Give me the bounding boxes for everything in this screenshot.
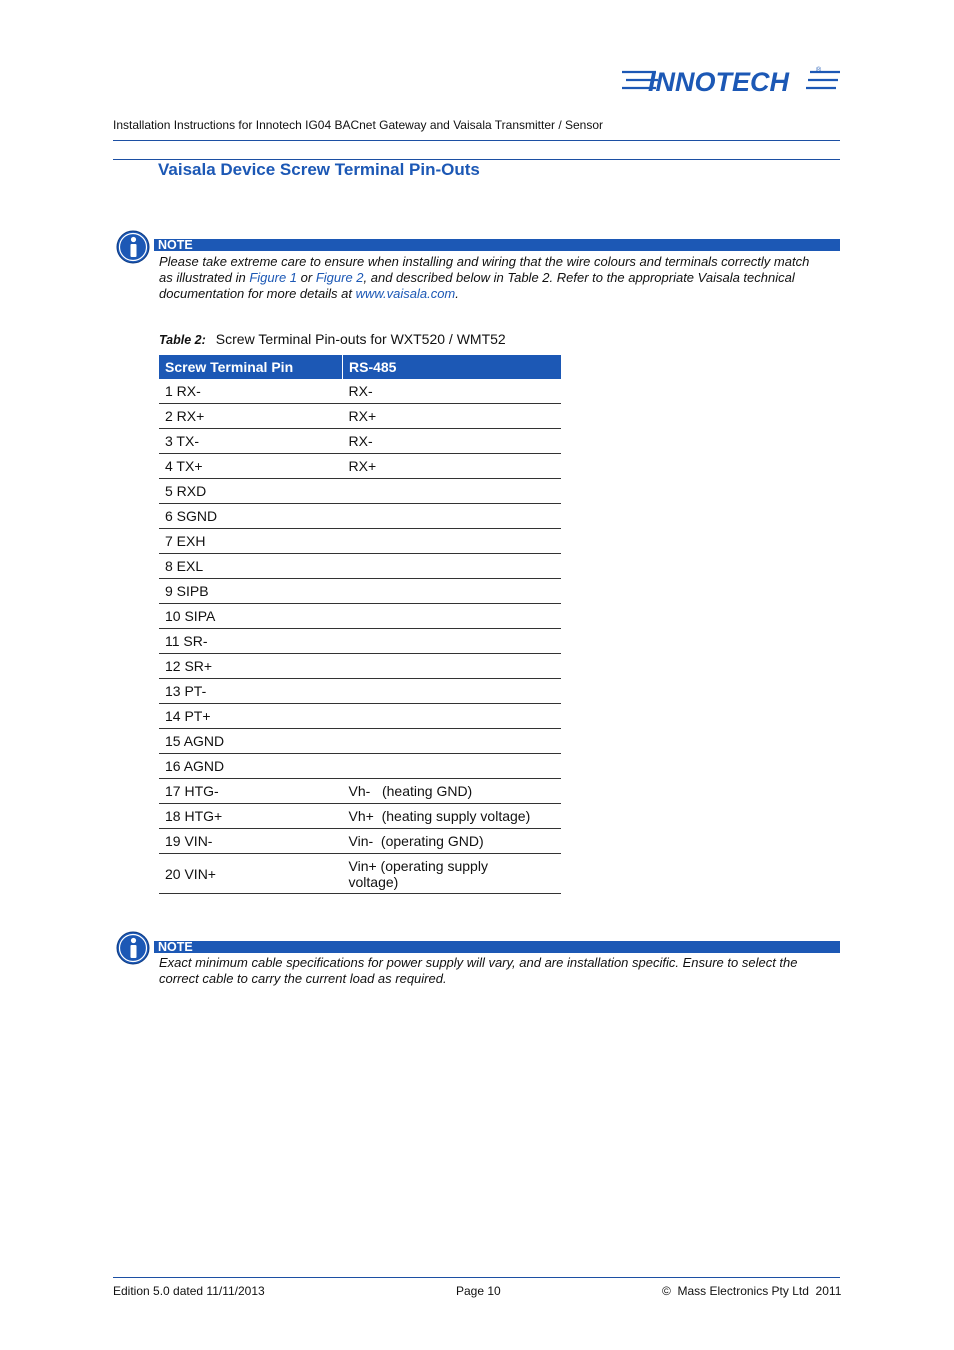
table-row (159, 654, 561, 679)
note-text: Exact minimum cable specifications for power supply will vary, and are installation specific. Ensure to select the correct cable to carry the current load as required. (159, 955, 798, 986)
table-row (159, 804, 561, 829)
rs485-cell (343, 704, 562, 729)
table-row (159, 554, 561, 579)
footer-page-number: Page 10 (456, 1284, 501, 1298)
table-header-row (159, 355, 561, 379)
document-title: Installation Instructions for Innotech IG04 BACnet Gateway and Vaisala Transmitter / Sensor (113, 118, 604, 132)
footer-rule (113, 1277, 840, 1278)
logo-registered-mark: ® (816, 67, 822, 74)
pin-cell: 14 PT+ (159, 704, 343, 729)
section-title: Vaisala Device Screw Terminal Pin-Outs (158, 160, 480, 179)
rs485-cell (343, 504, 562, 529)
pin-cell: 15 AGND (159, 729, 343, 754)
table-row (159, 529, 561, 554)
rs485-cell: Vin+ (operating supply voltage) (343, 854, 562, 894)
pin-cell: 8 EXL (159, 554, 343, 579)
pin-cell: 19 VIN- (159, 829, 343, 854)
pin-cell: 13 PT- (159, 679, 343, 704)
rs485-cell: RX- (343, 379, 562, 404)
figure-2-link[interactable]: Figure 2 (315, 270, 364, 285)
pin-cell: 6 SGND (159, 504, 343, 529)
rs485-cell (343, 629, 562, 654)
rs485-cell: Vh- (heating GND) (343, 779, 562, 804)
header-rule (113, 140, 840, 141)
rs485-cell (343, 754, 562, 779)
rs485-cell (343, 579, 562, 604)
rs485-cell (343, 604, 562, 629)
rs485-cell: RX+ (343, 404, 562, 429)
table-caption (159, 331, 506, 347)
header-rs485: RS-485 (343, 355, 562, 379)
table-row (159, 829, 561, 854)
table-row (159, 504, 561, 529)
table-row (159, 429, 561, 454)
rs485-cell (343, 554, 562, 579)
note-bar (154, 941, 840, 953)
table-row (159, 379, 561, 404)
pin-cell: 2 RX+ (159, 404, 343, 429)
pin-cell: 7 EXH (159, 529, 343, 554)
pin-cell: 4 TX+ (159, 454, 343, 479)
pin-cell: 12 SR+ (159, 654, 343, 679)
table-row (159, 579, 561, 604)
table-row (159, 629, 561, 654)
rs485-cell: Vin- (operating GND) (343, 829, 562, 854)
rs485-cell: RX+ (343, 454, 562, 479)
rs485-cell: RX- (343, 429, 562, 454)
vaisala-website-link[interactable]: www.vaisala.com (355, 286, 456, 301)
rs485-cell (343, 679, 562, 704)
pin-cell: 16 AGND (159, 754, 343, 779)
rs485-cell: Vh+ (heating supply voltage) (343, 804, 562, 829)
table-row (159, 854, 561, 894)
pinout-table (159, 355, 561, 894)
pin-cell: 20 VIN+ (159, 854, 343, 894)
info-icon (116, 931, 150, 965)
table-row (159, 729, 561, 754)
table-row (159, 479, 561, 504)
footer-edition: Edition 5.0 dated 11/11/2013 (113, 1284, 265, 1298)
figure-1-link[interactable]: Figure 1 (249, 270, 298, 285)
header-screw-terminal-pin: Screw Terminal Pin (159, 355, 343, 379)
table-caption-label: Table 2: (159, 333, 206, 347)
rs485-cell (343, 479, 562, 504)
pin-cell: 3 TX- (159, 429, 343, 454)
rs485-cell (343, 729, 562, 754)
table-row (159, 604, 561, 629)
logo-text: INNOTECH (648, 67, 789, 97)
table-row (159, 454, 561, 479)
note-bar (154, 239, 840, 251)
table-caption-text: Screw Terminal Pin-outs for WXT520 / WMT52 (215, 331, 506, 347)
table-row (159, 679, 561, 704)
info-icon (116, 230, 150, 264)
pin-cell: 1 RX- (159, 379, 343, 404)
note-label: NOTE (158, 238, 193, 252)
note-text: Please take extreme care to ensure when installing and wiring that the wire colours and terminals correctly match as illustrated in Figure 1 or Figure 2, and described below in Table 2. Refer to the appropriate Vaisala technical documentation for more details at www.vaisala.com. (159, 254, 810, 301)
pin-cell: 10 SIPA (159, 604, 343, 629)
table-row (159, 404, 561, 429)
footer-copyright: © Mass Electronics Pty Ltd 2011 (662, 1284, 842, 1298)
rs485-cell (343, 654, 562, 679)
pin-cell: 11 SR- (159, 629, 343, 654)
pin-cell: 5 RXD (159, 479, 343, 504)
note-label: NOTE (158, 940, 193, 954)
table-row (159, 754, 561, 779)
pin-cell: 18 HTG+ (159, 804, 343, 829)
table-row (159, 779, 561, 804)
pin-cell: 17 HTG- (159, 779, 343, 804)
innotech-logo (620, 62, 842, 98)
pin-cell: 9 SIPB (159, 579, 343, 604)
table-row (159, 704, 561, 729)
rs485-cell (343, 529, 562, 554)
